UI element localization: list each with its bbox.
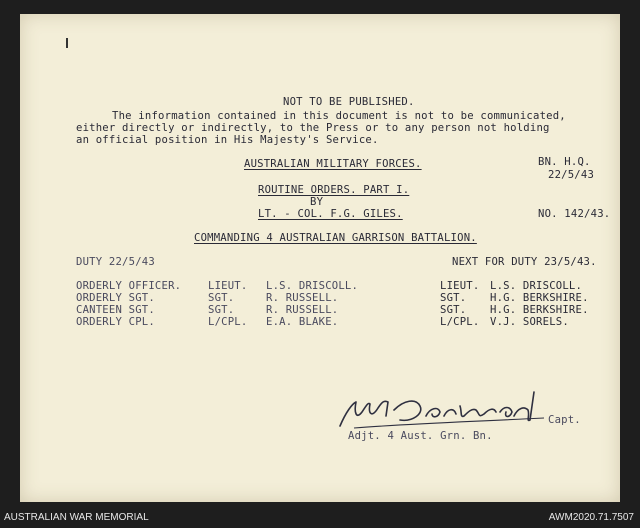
signature-title: Adjt. 4 Aust. Grn. Bn. xyxy=(348,430,493,442)
duty-role: CANTEEN SGT. xyxy=(76,304,155,316)
duty-name: R. RUSSELL. xyxy=(266,292,339,304)
duty-rank: L/CPL. xyxy=(208,316,248,328)
routine-orders-title: ROUTINE ORDERS. PART I. xyxy=(258,184,410,196)
notice-line-1: The information contained in this document is not to be communicated, xyxy=(112,110,566,122)
order-number: NO. 142/43. xyxy=(538,208,611,220)
footer-right: AWM2020.71.7507 xyxy=(548,512,634,523)
next-duty-name: V.J. SORELS. xyxy=(490,316,569,328)
next-duty-name: L.S. DRISCOLL. xyxy=(490,280,583,292)
forces-title: AUSTRALIAN MILITARY FORCES. xyxy=(244,158,422,170)
duty-name: E.A. BLAKE. xyxy=(266,316,339,328)
duty-role: ORDERLY OFFICER. xyxy=(76,280,182,292)
signature-rank: Capt. xyxy=(548,414,581,426)
duty-rank: LIEUT. xyxy=(208,280,248,292)
duty-rank: SGT. xyxy=(208,304,235,316)
order-date: 22/5/43 xyxy=(548,169,595,181)
notice-line-2: either directly or indirectly, to the Press or to any person not holding xyxy=(76,122,550,134)
next-duty-rank: SGT. xyxy=(440,292,467,304)
by-label: BY xyxy=(310,196,324,208)
next-duty-heading: NEXT FOR DUTY 23/5/43. xyxy=(452,256,597,268)
next-duty-rank: LIEUT. xyxy=(440,280,480,292)
footer-left: AUSTRALIAN WAR MEMORIAL xyxy=(4,512,149,523)
duty-role: ORDERLY SGT. xyxy=(76,292,155,304)
next-duty-rank: SGT. xyxy=(440,304,467,316)
document-page xyxy=(20,14,620,502)
duty-name: R. RUSSELL. xyxy=(266,304,339,316)
duty-role: ORDERLY CPL. xyxy=(76,316,155,328)
duty-name: L.S. DRISCOLL. xyxy=(266,280,359,292)
duty-heading: DUTY 22/5/43 xyxy=(76,256,155,268)
not-published-heading: NOT TO BE PUBLISHED. xyxy=(283,96,415,108)
next-duty-name: H.G. BERKSHIRE. xyxy=(490,292,589,304)
commanding-battalion: COMMANDING 4 AUSTRALIAN GARRISON BATTALION. xyxy=(194,232,477,244)
paper-mark xyxy=(66,38,68,48)
next-duty-rank: L/CPL. xyxy=(440,316,480,328)
notice-line-3: an official position in His Majesty's Service. xyxy=(76,134,379,146)
bn-hq-label: BN. H.Q. xyxy=(538,156,591,168)
commanding-officer: LT. - COL. F.G. GILES. xyxy=(258,208,403,220)
next-duty-name: H.G. BERKSHIRE. xyxy=(490,304,589,316)
duty-rank: SGT. xyxy=(208,292,235,304)
